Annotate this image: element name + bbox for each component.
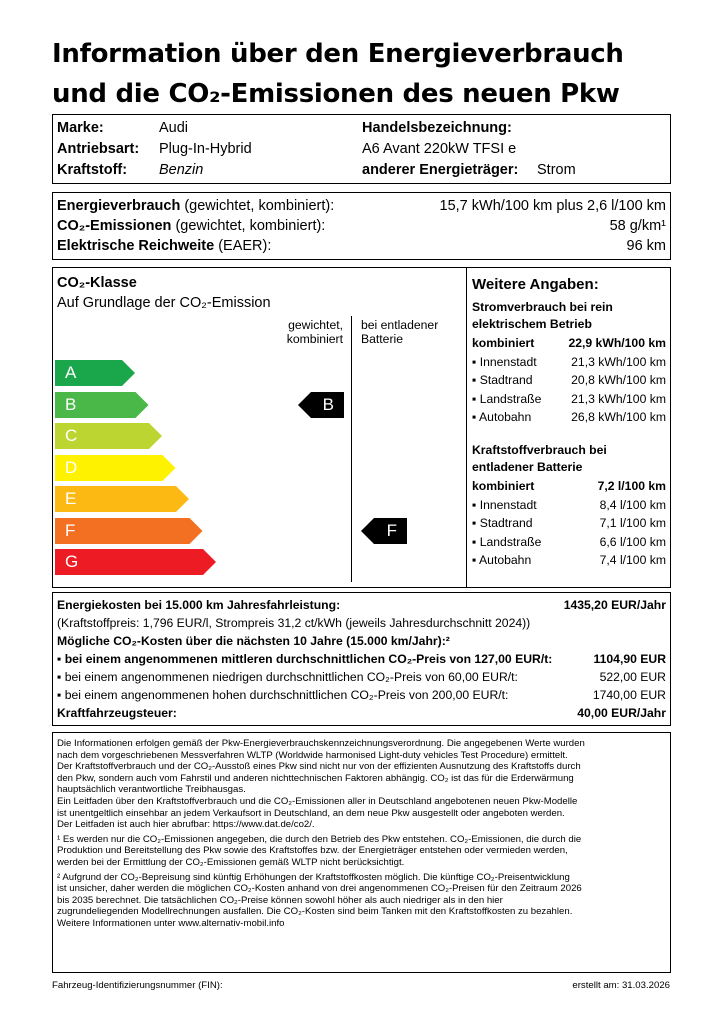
page-title xyxy=(52,34,692,114)
col-weighted-header-l2: kombiniert xyxy=(286,332,343,346)
class-bar-letter: D xyxy=(65,457,78,477)
class-bar-f xyxy=(55,518,203,544)
co2-hoch-label: ▪ bei einem angenommenen hohen durchschnittlichen CO₂-Preis von 200,00 EUR/t: xyxy=(57,688,509,702)
anderer-label: anderer Energieträger: xyxy=(362,162,519,178)
steuer-value: 40,00 EUR/Jahr xyxy=(577,706,666,720)
consumption-box xyxy=(52,192,671,260)
title-line-2: und die CO₂-Emissionen des neuen Pkw xyxy=(52,79,620,109)
column-divider xyxy=(351,316,352,582)
vehicle-box xyxy=(52,114,671,184)
erstellt-date: erstellt am: 31.03.2026 xyxy=(572,980,670,991)
co2-mittel-value: 1104,90 EUR xyxy=(593,652,666,666)
note-paragraph-3 xyxy=(57,872,585,930)
kraft-row-label: ▪ Stadtrand xyxy=(472,516,533,530)
kraft-row-label: ▪ Landstraße xyxy=(472,534,542,549)
class-bar-b xyxy=(55,392,149,418)
class-bar-letter: A xyxy=(65,363,77,382)
note-line: Weitere Informationen unter www.alternativ-mobil.info xyxy=(57,917,285,929)
co2-mittel-label: ▪ bei einem angenommenen mittleren durchschnittlichen CO₂-Preis von 127,00 EUR/t: xyxy=(57,652,553,666)
col-weighted-header xyxy=(253,318,343,346)
marker-letter: B xyxy=(322,394,334,414)
col-discharged-header xyxy=(361,318,438,346)
strom-row-value: 26,8 kWh/100 km xyxy=(571,410,666,424)
co2-niedrig-value: 522,00 EUR xyxy=(599,670,666,684)
strom-row-label: ▪ Stadtrand xyxy=(472,373,533,387)
strom-row-label: ▪ Innenstadt xyxy=(472,354,537,369)
kraft-row-value: 7,2 l/100 km xyxy=(597,479,666,493)
kraft-heading-l2: entladener Batterie xyxy=(472,460,583,474)
kraft-row-value: 7,1 l/100 km xyxy=(599,516,666,530)
class-bar-letter: F xyxy=(65,520,76,540)
note-line: ist unsicher, daher werden die möglichen CO₂-Kosten anhand von drei angenommenen CO₂-Preisen für den Zeitraum 2026 xyxy=(57,883,582,895)
note-line: den Pkw, sondern auch vom Fahrstil und anderen nichttechnischen Faktoren abhängig. CO₂ ist das für die Erderwärmung xyxy=(57,772,574,784)
kraft-row-label: kombiniert xyxy=(472,479,535,493)
kraftstoff-label: Kraftstoff: xyxy=(57,162,128,178)
class-bar-letter: C xyxy=(65,426,78,445)
col-discharged-header-l2: Batterie xyxy=(361,332,404,346)
strom-row-value: 21,3 kWh/100 km xyxy=(571,391,666,406)
energie-value: 15,7 kWh/100 km plus 2,6 l/100 km xyxy=(439,198,666,214)
title-line-1: Information über den Energieverbrauch xyxy=(52,39,624,69)
steuer-label: Kraftfahrzeugsteuer: xyxy=(57,706,177,720)
strom-row-value: 21,3 kWh/100 km xyxy=(571,354,666,369)
note-line: nach dem vorgeschriebenen Messverfahren WLTP (Worldwide harmonised Light-duty vehicles Test Procedure) ermittelt. xyxy=(57,749,568,761)
note-line: zugrundeliegenden Modellrechnungen ausfallen. Die CO₂-Kosten sind beim Tanken mit den Kraftstoffkosten zu bezahlen. xyxy=(57,906,573,918)
note-line: ² Aufgrund der CO₂-Bepreisung sind künftig Erhöhungen der Kraftstoffkosten möglich. Die künftige CO₂-Preisentwicklung xyxy=(57,871,570,883)
antrieb-value: Plug-In-Hybrid xyxy=(159,141,252,157)
strom-row-label: ▪ Landstraße xyxy=(472,391,542,406)
kraft-row-value: 6,6 l/100 km xyxy=(599,534,666,549)
note-line: Produktion und Bereitstellung des Pkw sowie des Kraftstoffes bzw. der Energieträger entstehen oder vermieden werden, xyxy=(57,845,568,857)
weitere-box xyxy=(466,267,671,588)
fin-label: Fahrzeug-Identifizierungsnummer (FIN): xyxy=(52,980,223,991)
class-bar-e xyxy=(55,486,189,512)
class-bar-d xyxy=(55,455,176,481)
note-line: ¹ Es werden nur die CO₂-Emissionen angegeben, die durch den Betrieb des Pkw entstehen. CO₂-Emissionen, die durch die xyxy=(57,833,582,845)
class-bar-letter: G xyxy=(65,552,79,571)
note-line: Der Leitfaden ist auch hier abrufbar: https://www.dat.de/co2/. xyxy=(57,819,315,831)
class-bar-letter: B xyxy=(65,394,77,414)
note-line: Ein Leitfaden über den Kraftstoffverbrauch und die CO₂-Emissionen aller in Deutschland angebotenen neuen Pkw-Modelle xyxy=(57,795,578,807)
co2-label-rest: (gewichtet, kombiniert): xyxy=(171,218,326,234)
energiekosten-label: Energiekosten bei 15.000 km Jahresfahrleistung: xyxy=(57,598,341,612)
marke-value: Audi xyxy=(159,120,189,136)
strom-row-label: kombiniert xyxy=(472,336,535,350)
class-bar-c xyxy=(55,423,162,449)
strom-row-value: 22,9 kWh/100 km xyxy=(568,336,666,350)
co2-value: 58 g/km¹ xyxy=(609,218,666,234)
costs-box xyxy=(52,592,671,726)
class-bar-letter: E xyxy=(65,489,77,508)
reichweite-label-bold: Elektrische Reichweite xyxy=(57,238,215,254)
discharged-class-marker xyxy=(361,518,407,544)
note-line: ist unentgeltlich einsehbar an jedem Verkaufsort in Deutschland, an dem neue Pkw ausgestellt oder angeboten werden. xyxy=(57,807,565,819)
marke-label: Marke: xyxy=(57,120,104,136)
weighted-class-marker xyxy=(298,392,344,418)
note-line: bis 2035 berechnet. Die tatsächlichen CO₂-Preise können sowohl höher als auch niedriger als in den hier xyxy=(57,894,503,906)
co2-class-subheading: Auf Grundlage der CO₂-Emission xyxy=(57,295,271,311)
co2-class-box xyxy=(52,267,467,588)
co2-hoch-value: 1740,00 EUR xyxy=(592,688,666,702)
kraft-heading xyxy=(472,443,607,474)
reichweite-label xyxy=(57,237,271,255)
col-weighted-header-l1: gewichtet, xyxy=(288,318,343,332)
note-line: hauptsächlich verantwortliche Treibhausgas. xyxy=(57,784,246,796)
strom-heading xyxy=(472,300,613,331)
kraft-heading-l1: Kraftstoffverbrauch bei xyxy=(472,443,607,457)
preise-note: (Kraftstoffpreis: 1,796 EUR/l, Strompreis 31,2 ct/kWh (jeweils Jahresdurchschnitt 2024)) xyxy=(57,616,531,630)
marker-arrow-shape xyxy=(298,392,344,418)
kraft-row-label: ▪ Innenstadt xyxy=(472,497,537,512)
class-bar-shape xyxy=(55,549,216,575)
strom-row-label: ▪ Autobahn xyxy=(472,410,532,424)
weitere-heading: Weitere Angaben: xyxy=(472,276,599,293)
class-bar-g xyxy=(55,549,216,575)
note-paragraph-1 xyxy=(57,738,585,831)
kraft-row-value: 8,4 l/100 km xyxy=(599,497,666,512)
notes-box xyxy=(52,732,671,973)
strom-heading-l1: Stromverbrauch bei rein xyxy=(472,300,613,314)
reichweite-label-rest: (EAER): xyxy=(214,238,272,254)
kraft-row-label: ▪ Autobahn xyxy=(472,553,532,567)
co2-kosten-heading: Mögliche CO₂-Kosten über die nächsten 10 Jahre (15.000 km/Jahr):² xyxy=(57,634,450,648)
col-discharged-header-l1: bei entladener xyxy=(361,318,439,332)
energie-label xyxy=(57,197,334,215)
class-bar-a xyxy=(55,360,135,386)
notes-text xyxy=(57,738,585,930)
note-line: werden bei der Ermittlung der CO₂-Emissionen gemäß WLTP nicht berücksichtigt. xyxy=(57,856,405,868)
note-line: Der Kraftstoffverbrauch und der CO₂-Ausstoß eines Pkw sind nicht nur von der effizienten Ausnutzung des Kraftstoffs durch xyxy=(57,761,581,773)
energie-label-bold: Energieverbrauch xyxy=(57,198,181,214)
note-line: Die Informationen erfolgen gemäß der Pkw-Energieverbrauchskennzeichnungsverordnung. Die angegebenen Werte wurden xyxy=(57,738,585,749)
handels-label: Handelsbezeichnung: xyxy=(362,120,512,136)
co2-label-bold: CO₂-Emissionen xyxy=(57,218,172,234)
class-bar-shape xyxy=(55,518,203,544)
anderer-value: Strom xyxy=(537,162,576,178)
marker-arrow-shape xyxy=(361,518,407,544)
strom-heading-l2: elektrischem Betrieb xyxy=(472,317,592,331)
strom-row-value: 20,8 kWh/100 km xyxy=(571,373,666,387)
energiekosten-value: 1435,20 EUR/Jahr xyxy=(563,598,666,612)
co2-class-heading: CO₂-Klasse xyxy=(57,275,137,291)
energie-label-rest: (gewichtet, kombiniert): xyxy=(180,198,335,214)
kraft-row-value: 7,4 l/100 km xyxy=(599,553,666,567)
co2-label xyxy=(57,217,325,235)
antrieb-label: Antriebsart: xyxy=(57,141,140,157)
marker-letter: F xyxy=(386,520,397,540)
handels-value: A6 Avant 220kW TFSI e xyxy=(362,141,517,157)
kraftstoff-value: Benzin xyxy=(159,162,204,178)
co2-niedrig-label: ▪ bei einem angenommenen niedrigen durchschnittlichen CO₂-Preis von 60,00 EUR/t: xyxy=(57,670,518,684)
reichweite-value: 96 km xyxy=(626,238,666,254)
note-paragraph-2 xyxy=(57,834,585,869)
